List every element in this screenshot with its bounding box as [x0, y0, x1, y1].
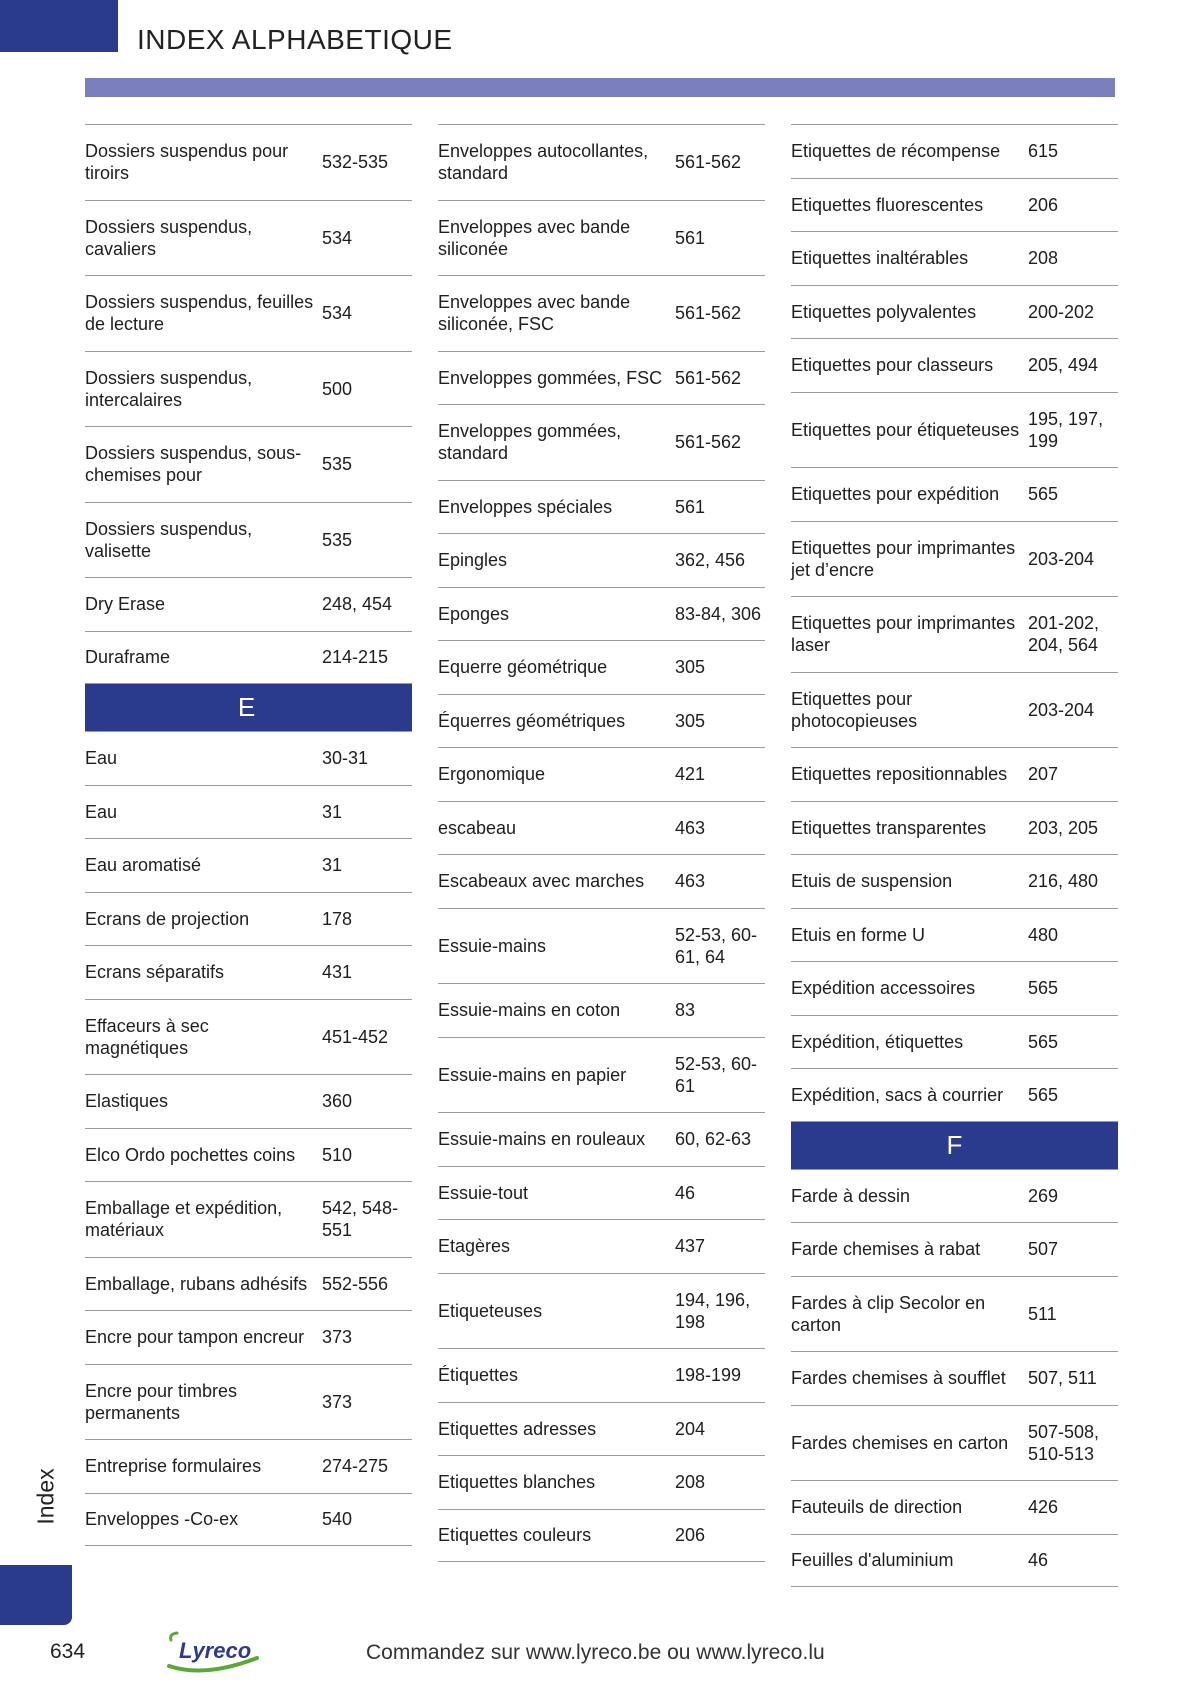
side-label-text: Index — [32, 1468, 59, 1525]
index-entry — [438, 480, 765, 534]
entry-term: Essuie-tout — [438, 1182, 529, 1203]
entry-pages: 426 — [1028, 1497, 1059, 1518]
entry-term: Ergonomique — [438, 764, 546, 785]
index-entry — [85, 426, 412, 502]
entries-group — [85, 731, 412, 1546]
index-entry — [85, 502, 412, 578]
index-entry — [791, 1015, 1118, 1069]
entries-group — [791, 1169, 1118, 1588]
entry-term: Dossiers suspendus, feuilles de lecture — [85, 292, 314, 335]
entry-term: Ecrans de projection — [85, 908, 250, 929]
index-column-3 — [791, 124, 1118, 1587]
index-entry — [438, 351, 765, 405]
entry-term: Elastiques — [85, 1091, 169, 1112]
entry-term: Etiquettes fluorescentes — [791, 194, 984, 215]
entry-term: Etiquettes transparentes — [791, 817, 987, 838]
entry-term: Expédition, étiquettes — [791, 1031, 964, 1052]
index-entry — [85, 1257, 412, 1311]
entry-term: Etiquettes inaltérables — [791, 248, 969, 269]
index-entry — [438, 1509, 765, 1563]
entry-term: Effaceurs à sec magnétiques — [85, 1015, 209, 1058]
side-tab — [0, 1565, 72, 1625]
entry-pages: 206 — [675, 1525, 706, 1546]
index-entry — [791, 1222, 1118, 1276]
entry-term: Encre pour tampon encreur — [85, 1327, 305, 1348]
index-entry — [791, 285, 1118, 339]
entry-pages: 565 — [1028, 484, 1059, 505]
entry-pages: 203-204 — [1028, 699, 1095, 720]
index-entry — [791, 521, 1118, 597]
entry-pages: 206 — [1028, 194, 1059, 215]
entry-pages: 305 — [675, 710, 706, 731]
index-column-1 — [85, 124, 412, 1546]
entry-term: Essuie-mains — [438, 935, 547, 956]
entry-term: Essuie-mains en rouleaux — [438, 1129, 646, 1150]
entry-pages: 561 — [675, 227, 706, 248]
entry-term: Farde chemises à rabat — [791, 1239, 981, 1260]
entry-term: Fauteuils de direction — [791, 1497, 963, 1518]
entry-term: Dossiers suspendus, sous-chemises pour — [85, 443, 302, 486]
index-entry — [438, 1402, 765, 1456]
index-entry — [438, 275, 765, 351]
entry-term: Escabeaux avec marches — [438, 871, 645, 892]
index-entry — [438, 694, 765, 748]
entry-term: Enveloppes autocollantes, standard — [438, 141, 649, 184]
entry-term: Etiquettes pour étiqueteuses — [791, 419, 1020, 440]
index-entry — [438, 747, 765, 801]
entry-term: Epingles — [438, 550, 508, 571]
entry-pages: 373 — [322, 1327, 353, 1348]
entry-term: Essuie-mains en papier — [438, 1064, 627, 1085]
entry-pages: 532-535 — [322, 152, 389, 173]
entry-pages: 214-215 — [322, 647, 389, 668]
entry-pages: 542, 548-551 — [322, 1198, 399, 1241]
entry-pages: 194, 196, 198 — [675, 1289, 751, 1332]
entry-pages: 52-53, 60-61 — [675, 1053, 758, 1096]
entry-term: Fardes chemises en carton — [791, 1432, 1009, 1453]
index-entry — [438, 1219, 765, 1273]
entry-pages: 507 — [1028, 1239, 1059, 1260]
index-entry — [438, 1273, 765, 1349]
entry-term: Entreprise formulaires — [85, 1456, 262, 1477]
entry-term: Eau aromatisé — [85, 855, 202, 876]
footer-order-text: Commandez sur www.lyreco.be ou www.lyreco.lu — [366, 1641, 825, 1664]
entry-term: Etuis de suspension — [791, 871, 953, 892]
entry-term: Dossiers suspendus, intercalaires — [85, 367, 253, 410]
entry-term: Elco Ordo pochettes coins — [85, 1144, 296, 1165]
entry-pages: 510 — [322, 1144, 353, 1165]
entry-pages: 31 — [322, 801, 343, 822]
logo-text: Lyreco — [179, 1638, 252, 1663]
index-entry — [438, 404, 765, 480]
entry-term: Essuie-mains en coton — [438, 1000, 621, 1021]
entry-pages: 208 — [675, 1472, 706, 1493]
entries-group — [85, 124, 412, 684]
entry-term: Équerres géométriques — [438, 710, 626, 731]
index-entry — [85, 731, 412, 785]
index-entry — [791, 1405, 1118, 1481]
index-entry — [85, 631, 412, 685]
entries-group — [791, 124, 1118, 1122]
index-entry — [438, 908, 765, 984]
index-entry — [438, 1112, 765, 1166]
entry-term: Duraframe — [85, 647, 171, 668]
index-entry — [85, 351, 412, 427]
index-entry — [438, 983, 765, 1037]
entry-pages: 362, 456 — [675, 550, 746, 571]
lyreco-logo — [165, 1628, 263, 1676]
entry-pages: 561-562 — [675, 152, 742, 173]
entry-term: Etiquettes adresses — [438, 1418, 597, 1439]
index-entry — [85, 1439, 412, 1493]
entry-term: Etiquettes pour classeurs — [791, 355, 994, 376]
entry-pages: 561-562 — [675, 367, 742, 388]
entry-pages: 534 — [322, 227, 353, 248]
entry-term: Enveloppes -Co-ex — [85, 1509, 239, 1530]
entry-pages: 195, 197, 199 — [1028, 408, 1104, 451]
entry-pages: 565 — [1028, 1031, 1059, 1052]
index-entry — [438, 1037, 765, 1113]
entry-term: Emballage et expédition, matériaux — [85, 1198, 283, 1241]
index-entry — [85, 999, 412, 1075]
index-column-2 — [438, 124, 765, 1562]
entry-pages: 565 — [1028, 978, 1059, 999]
entry-term: Etagères — [438, 1236, 511, 1257]
entry-term: Eau — [85, 801, 118, 822]
index-entry — [85, 1181, 412, 1257]
entry-pages: 360 — [322, 1091, 353, 1112]
entry-pages: 421 — [675, 764, 706, 785]
entry-pages: 561-562 — [675, 432, 742, 453]
index-entry — [791, 231, 1118, 285]
corner-tab — [0, 0, 118, 52]
entry-pages: 500 — [322, 378, 353, 399]
index-entry — [85, 945, 412, 999]
entry-term: Fardes chemises à soufflet — [791, 1368, 1006, 1389]
entry-pages: 208 — [1028, 248, 1059, 269]
entry-pages: 178 — [322, 908, 353, 929]
index-entry — [85, 1310, 412, 1364]
entry-term: Etuis en forme U — [791, 924, 926, 945]
entry-term: Emballage, rubans adhésifs — [85, 1273, 308, 1294]
entry-term: Feuilles d'aluminium — [791, 1550, 954, 1571]
entry-term: Farde à dessin — [791, 1185, 911, 1206]
entry-pages: 60, 62-63 — [675, 1129, 752, 1150]
index-entry — [85, 838, 412, 892]
entry-term: Enveloppes gommées, standard — [438, 421, 622, 464]
index-entry — [791, 801, 1118, 855]
entry-pages: 216, 480 — [1028, 871, 1099, 892]
index-entry — [791, 1480, 1118, 1534]
entry-pages: 30-31 — [322, 748, 369, 769]
entry-pages: 565 — [1028, 1084, 1059, 1105]
index-entry — [791, 961, 1118, 1015]
index-entry — [791, 1276, 1118, 1352]
entry-pages: 207 — [1028, 764, 1059, 785]
index-entry — [791, 467, 1118, 521]
entry-term: Enveloppes avec bande siliconée — [438, 216, 631, 259]
index-entry — [85, 200, 412, 276]
entry-term: Etiquettes blanches — [438, 1472, 596, 1493]
index-entry — [438, 124, 765, 200]
entry-term: Dry Erase — [85, 594, 166, 615]
index-entry — [791, 124, 1118, 178]
entry-term: Expédition, sacs à courrier — [791, 1084, 1004, 1105]
entry-pages: 615 — [1028, 141, 1059, 162]
entry-term: Etiquettes polyvalentes — [791, 301, 977, 322]
index-entry — [791, 596, 1118, 672]
index-entry — [438, 587, 765, 641]
entry-pages: 198-199 — [675, 1365, 742, 1386]
entry-pages: 431 — [322, 962, 353, 983]
index-entry — [791, 338, 1118, 392]
index-entry — [791, 854, 1118, 908]
index-entry — [791, 908, 1118, 962]
entry-term: Dossiers suspendus pour tiroirs — [85, 141, 289, 184]
entry-pages: 201-202, 204, 564 — [1028, 613, 1100, 656]
entry-pages: 269 — [1028, 1185, 1059, 1206]
entry-term: Encre pour timbres permanents — [85, 1380, 238, 1423]
index-entry — [85, 892, 412, 946]
header-bar — [85, 78, 1115, 97]
entry-pages: 31 — [322, 855, 343, 876]
index-entry — [438, 640, 765, 694]
entry-pages: 480 — [1028, 924, 1059, 945]
entry-pages: 507, 511 — [1028, 1368, 1097, 1389]
entry-term: Etiquettes de récompense — [791, 141, 1001, 162]
index-entry — [85, 1128, 412, 1182]
entry-pages: 205, 494 — [1028, 355, 1099, 376]
entry-pages: 373 — [322, 1391, 353, 1412]
entry-pages: 305 — [675, 657, 706, 678]
letter-header-f: F — [791, 1122, 1118, 1169]
entry-pages: 200-202 — [1028, 301, 1095, 322]
entry-term: Equerre géométrique — [438, 657, 608, 678]
entry-term: Enveloppes gommées, FSC — [438, 367, 663, 388]
entry-pages: 46 — [675, 1182, 696, 1203]
index-entry — [791, 392, 1118, 468]
entry-term: Etiquettes pour imprimantes laser — [791, 613, 1016, 656]
entry-pages: 561-562 — [675, 303, 742, 324]
entry-pages: 203, 205 — [1028, 817, 1099, 838]
index-entry — [438, 1455, 765, 1509]
entry-pages: 540 — [322, 1509, 353, 1530]
entry-term: escabeau — [438, 817, 517, 838]
entry-term: Enveloppes spéciales — [438, 496, 613, 517]
entry-pages: 46 — [1028, 1550, 1049, 1571]
index-entry — [85, 124, 412, 200]
entry-term: Fardes à clip Secolor en carton — [791, 1292, 986, 1335]
page-title: INDEX ALPHABETIQUE — [137, 24, 453, 55]
index-entry — [791, 1169, 1118, 1223]
index-entry — [438, 854, 765, 908]
entry-pages: 437 — [675, 1236, 706, 1257]
letter-header-e: E — [85, 684, 412, 731]
index-entry — [85, 577, 412, 631]
entry-pages: 451-452 — [322, 1026, 389, 1047]
entry-term: Eponges — [438, 603, 510, 624]
entry-term: Expédition accessoires — [791, 978, 976, 999]
index-entry — [85, 1364, 412, 1440]
entry-pages: 463 — [675, 871, 706, 892]
entry-term: Dossiers suspendus, cavaliers — [85, 216, 253, 259]
entry-pages: 274-275 — [322, 1456, 389, 1477]
entry-term: Eau — [85, 748, 118, 769]
entry-pages: 507-508, 510-513 — [1028, 1421, 1100, 1464]
index-entry — [85, 275, 412, 351]
entry-pages: 83-84, 306 — [675, 603, 762, 624]
index-entry — [791, 1351, 1118, 1405]
entry-pages: 203-204 — [1028, 548, 1095, 569]
entry-pages: 204 — [675, 1418, 706, 1439]
index-entry — [85, 1493, 412, 1547]
entry-pages: 511 — [1028, 1303, 1057, 1324]
index-entry — [791, 1534, 1118, 1588]
entry-term: Enveloppes avec bande siliconée, FSC — [438, 292, 631, 335]
entry-term: Dossiers suspendus, valisette — [85, 518, 253, 561]
entry-pages: 534 — [322, 303, 353, 324]
index-entry — [791, 178, 1118, 232]
entry-term: Etiquettes pour imprimantes jet d’encre — [791, 537, 1016, 580]
entry-term: Etiquettes repositionnables — [791, 764, 1008, 785]
entry-term: Étiquettes — [438, 1365, 519, 1386]
index-entry — [791, 1068, 1118, 1122]
page-number: 634 — [50, 1640, 86, 1663]
entry-pages: 83 — [675, 1000, 696, 1021]
index-entry — [791, 672, 1118, 748]
index-entry — [438, 1166, 765, 1220]
index-entry — [438, 200, 765, 276]
entry-term: Etiquettes pour expédition — [791, 484, 1000, 505]
entries-group — [438, 124, 765, 1562]
index-entry — [85, 1074, 412, 1128]
index-entry — [438, 801, 765, 855]
index-entry — [791, 747, 1118, 801]
entry-term: Etiquettes couleurs — [438, 1525, 592, 1546]
index-entry — [438, 533, 765, 587]
entry-pages: 561 — [675, 496, 706, 517]
entry-pages: 463 — [675, 817, 706, 838]
entry-pages: 52-53, 60-61, 64 — [675, 924, 758, 967]
entry-pages: 535 — [322, 529, 353, 550]
entry-pages: 535 — [322, 454, 353, 475]
index-entry — [85, 785, 412, 839]
entry-term: Ecrans séparatifs — [85, 962, 225, 983]
entry-pages: 248, 454 — [322, 594, 393, 615]
side-label — [30, 1465, 60, 1525]
index-entry — [438, 1348, 765, 1402]
entry-term: Etiquettes pour photocopieuses — [791, 688, 918, 731]
entry-term: Etiqueteuses — [438, 1300, 543, 1321]
entry-pages: 552-556 — [322, 1273, 389, 1294]
